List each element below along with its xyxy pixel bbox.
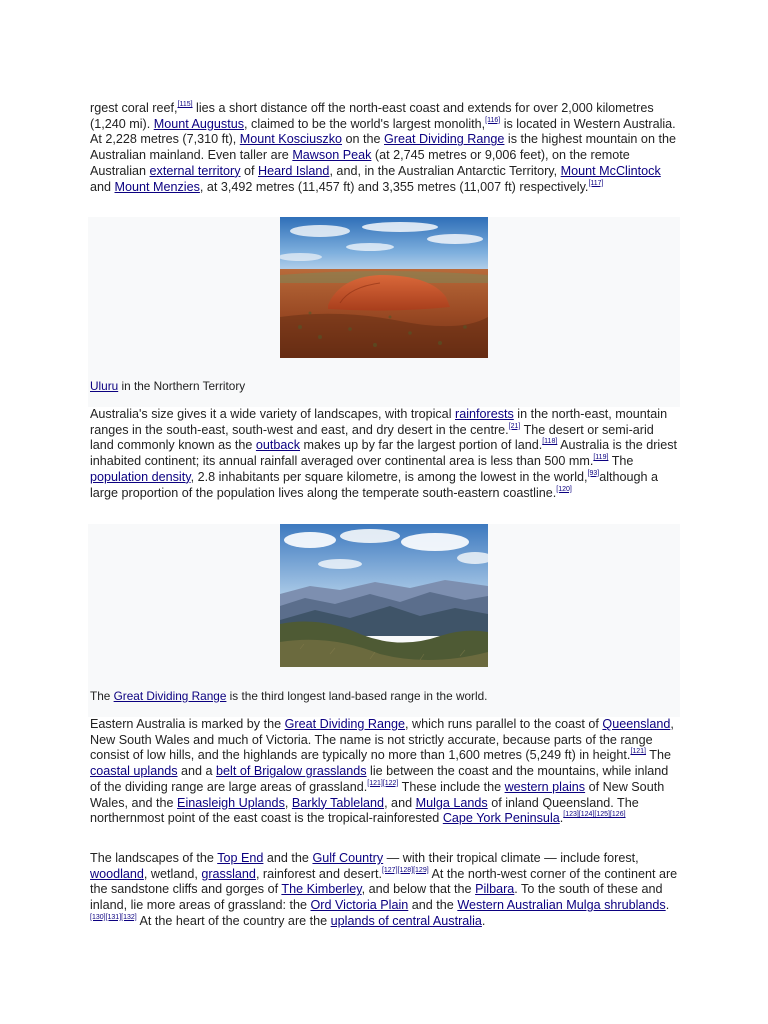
link-top-end[interactable]: Top End [217, 851, 264, 865]
link-great-dividing-range[interactable]: Great Dividing Range [384, 132, 505, 147]
reference-130-132[interactable]: [130][131][132] [90, 913, 137, 921]
link-external-territory[interactable]: external territory [149, 163, 241, 178]
paragraph-northern-landscapes: The landscapes of the Top End and the Gulf Country — with their tropical climate — include forest, woodland, wetland, grassland, rainforest and desert.[127][128][129] At the north-west corner of the continent are the sandstone cliffs and gorges of The Kimberley, and below that the Pilbara. To the south of these and inland, lie more areas of grassland: the Ord Victoria Plain and the Western Australian Mulga shrublands.[130][131][132] At the heart of the country are the uplands of central Australia. [90, 851, 678, 928]
reference-115[interactable]: [115] [177, 101, 193, 108]
reference-116[interactable]: [116] [485, 116, 501, 124]
figure-great-dividing-range [88, 524, 680, 717]
link-mount-menzies[interactable]: Mount Menzies [114, 179, 200, 194]
link-grassland[interactable]: grassland [201, 866, 256, 881]
link-population-density[interactable]: population density [90, 469, 191, 484]
reference-117[interactable]: [117] [588, 179, 604, 187]
figure-uluru [88, 217, 680, 407]
link-great-dividing-range-caption[interactable]: Great Dividing Range [113, 689, 227, 703]
paragraph-eastern-australia: Eastern Australia is marked by the Great Dividing Range, which runs parallel to the coast of Queensland, New South Wales and much of Victoria. The name is not strictly accurate, because parts of the range consist of low hills, and the highlands are typically no more than 1,600 metres (5,249 ft) in height.[121] The coastal uplands and a belt of Brigalow grasslands lie between the coast and the mountains, while inland of the dividing range are large areas of grassland.[121][122] These include the western plains of New South Wales, and the Einasleigh Uplands, Barkly Tableland, and Mulga Lands of inland Queensland. The northernmost point of the east coast is the tropical-rainforested Cape York Peninsula.[123][124][125][126] [90, 717, 674, 826]
link-coastal-uplands[interactable]: coastal uplands [90, 764, 178, 779]
link-western-plains[interactable]: western plains [504, 779, 586, 794]
figure-caption-great-dividing-range: The Great Dividing Range is the third longest land-based range in the world. [90, 689, 488, 703]
link-ord-victoria-plain[interactable]: Ord Victoria Plain [310, 898, 409, 913]
link-mount-kosciuszko[interactable]: Mount Kosciuszko [239, 132, 342, 147]
reference-127-129[interactable]: [127][128][129] [381, 866, 429, 874]
uluru-photo-icon [280, 217, 488, 358]
reference-120[interactable]: [120] [556, 485, 572, 493]
paragraph-landscapes: Australia's size gives it a wide variety of landscapes, with tropical rainforests in the north-east, mountain ranges in the south-east, south-west and east, and dry desert in the centre.[21] The desert or semi-arid land commonly known as the outback makes up by far the largest portion of land.[118] Australia is the driest inhabited continent; its annual rainfall averaged over continental area is less than 500 mm.[119] The population density, 2.8 inhabitants per square kilometre, is among the lowest in the world,[93]although a large proportion of the population lives along the temperate south-eastern coastline.[120] [90, 407, 677, 500]
link-mulga-lands[interactable]: Mulga Lands [415, 795, 488, 810]
mountain-photo-icon [280, 524, 488, 667]
link-great-dividing-range-2[interactable]: Great Dividing Range [284, 717, 406, 731]
link-heard-island[interactable]: Heard Island [258, 163, 330, 178]
reference-119[interactable]: [119] [593, 454, 609, 462]
paragraph-landforms: rgest coral reef,[115] lies a short distance off the north-east coast and extends for over 2,000 kilometres (1,240 mi). Mount Augustus, claimed to be the world's largest monolith,[116] is located in Western Australia. At 2,228 metres (7,310 ft), Mount Kosciuszko on the Great Dividing Range is the highest mountain on the Australian mainland. Even taller are Mawson Peak (at 2,745 metres or 9,006 feet), on the remote Australian external territory of Heard Island, and, in the Australian Antarctic Territory, Mount McClintock and Mount Menzies, at 3,492 metres (11,457 ft) and 3,355 metres (11,007 ft) respectively.[117] [90, 101, 676, 194]
link-uluru[interactable]: Uluru [90, 379, 119, 393]
reference-121[interactable]: [121] [630, 748, 647, 756]
link-brigalow-grasslands[interactable]: belt of Brigalow grasslands [216, 764, 367, 779]
link-mount-mcclintock[interactable]: Mount McClintock [560, 163, 661, 178]
link-cape-york-peninsula[interactable]: Cape York Peninsula [442, 811, 560, 826]
link-western-australian-mulga-shrublands[interactable]: Western Australian Mulga shrublands [457, 898, 666, 913]
reference-121-122[interactable]: [121][122] [367, 779, 399, 787]
link-barkly-tableland[interactable]: Barkly Tableland [291, 795, 385, 810]
link-pilbara[interactable]: Pilbara [475, 882, 515, 897]
link-outback[interactable]: outback [255, 438, 301, 453]
uluru-photo[interactable] [280, 217, 488, 358]
link-gulf-country[interactable]: Gulf Country [312, 851, 384, 865]
link-einasleigh-uplands[interactable]: Einasleigh Uplands [177, 795, 285, 810]
reference-123-126[interactable]: [123][124][125][126] [563, 811, 626, 819]
figure-caption-uluru: Uluru in the Northern Territory [90, 379, 246, 393]
link-mount-augustus[interactable]: Mount Augustus [153, 116, 245, 131]
reference-21[interactable]: [21] [508, 422, 521, 430]
link-rainforests[interactable]: rainforests [455, 407, 514, 421]
link-queensland[interactable]: Queensland [602, 717, 671, 731]
great-dividing-range-photo[interactable] [280, 524, 488, 667]
link-uplands-of-central-australia[interactable]: uplands of central Australia [330, 913, 482, 928]
link-the-kimberley[interactable]: The Kimberley [281, 882, 362, 897]
link-mawson-peak[interactable]: Mawson Peak [292, 148, 372, 163]
reference-118[interactable]: [118] [542, 438, 558, 446]
reference-93[interactable]: [93] [587, 469, 600, 477]
link-woodland[interactable]: woodland [90, 866, 144, 881]
